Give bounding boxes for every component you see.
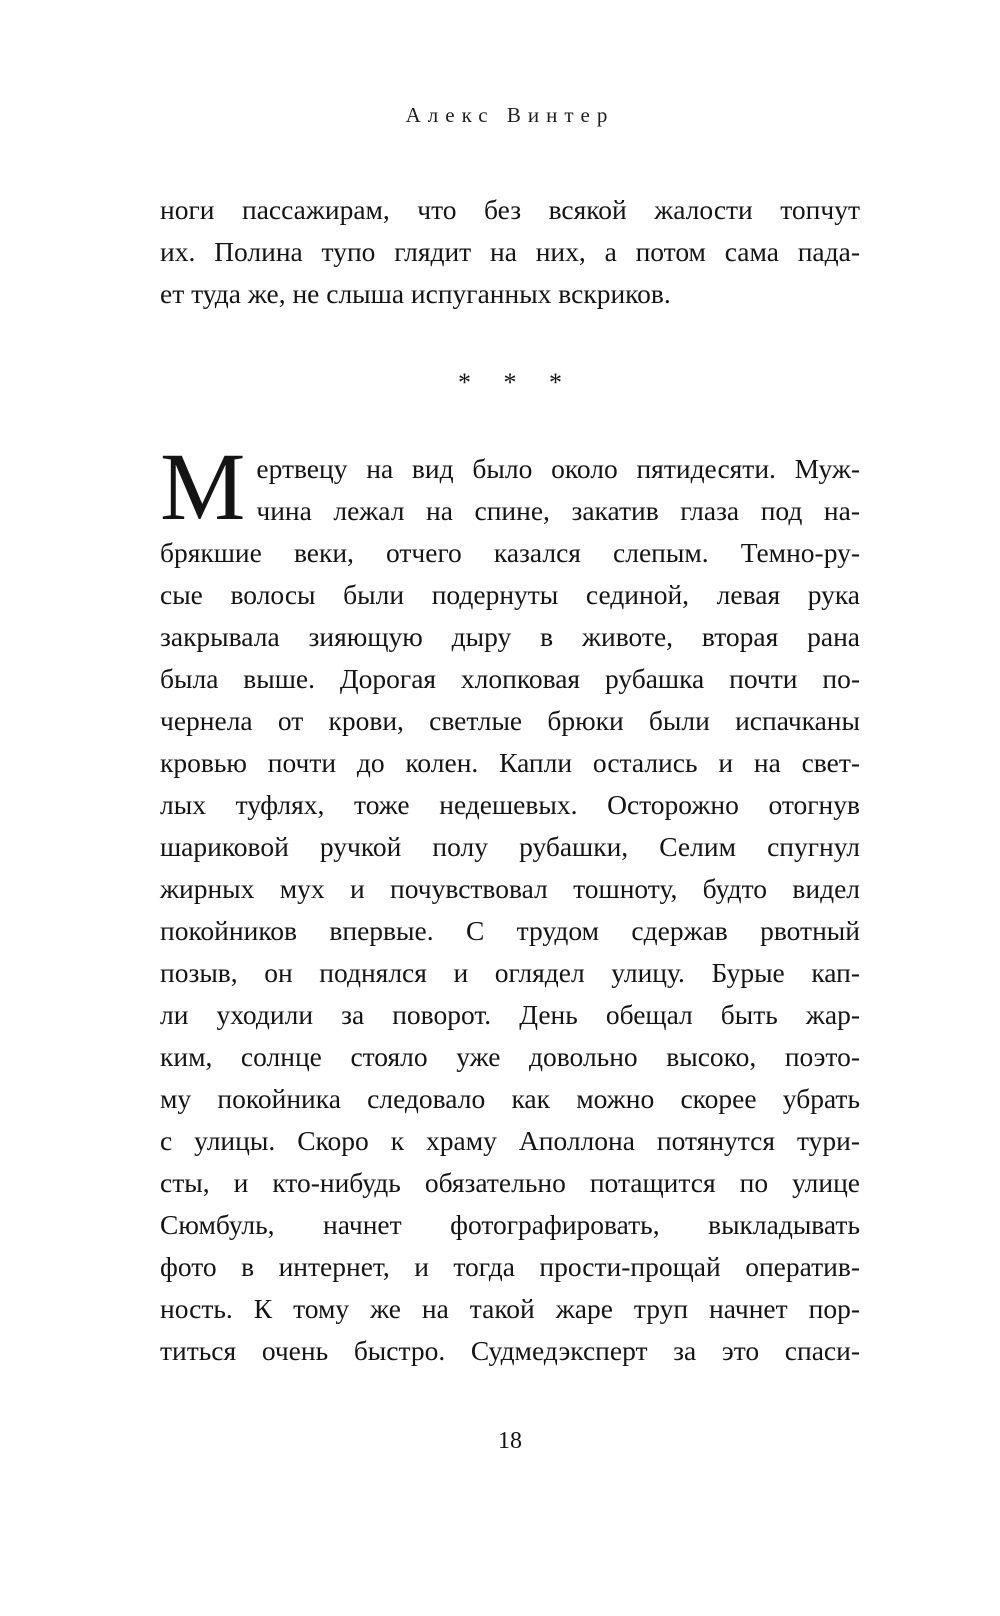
text-line: покойников впервые. С трудом сдержав рвотный (160, 915, 860, 946)
text-line: чернела от крови, светлые брюки были испачканы (160, 705, 860, 736)
text-line: закрывала зияющую дыру в животе, вторая рана (160, 621, 860, 652)
text-line: кровью почти до колен. Капли остались и на свет- (160, 747, 860, 778)
text-line: ли уходили за поворот. День обещал быть жар- (160, 999, 860, 1030)
text-line: ет туда же, не слыша испуганных вскриков. (160, 278, 671, 309)
running-head-author: Алекс Винтер (405, 103, 615, 127)
text-line: ноги пассажирам, что без всякой жалости топчут (160, 194, 860, 225)
drop-cap: М (160, 433, 246, 540)
text-line: позыв, он поднялся и оглядел улицу. Бурые кап- (160, 957, 860, 988)
text-line: ность. К тому же на такой жаре труп начнет пор- (160, 1293, 860, 1324)
text-line: чина лежал на спине, закатив глаза под на- (256, 495, 860, 526)
text-line: жирных мух и почувствовал тошноту, будто видел (160, 873, 860, 904)
text-line: лых туфлях, тоже недешевых. Осторожно отогнув (160, 789, 860, 820)
text-line: ким, солнце стояло уже довольно высоко, поэто- (160, 1041, 860, 1072)
text-line: Сюмбуль, начнет фотографировать, выкладывать (160, 1209, 860, 1240)
text-line: фото в интернет, и тогда прости-прощай оператив- (160, 1251, 860, 1282)
text-line: му покойника следовало как можно скорее убрать (160, 1083, 860, 1114)
text-line: брякшие веки, отчего казался слепым. Темно-ру- (160, 537, 860, 568)
text-line: ертвецу на вид было около пятидесяти. Муж- (256, 453, 860, 484)
text-line: шариковой ручкой полу рубашки, Селим спугнул (160, 831, 860, 862)
paragraph-continuation (160, 189, 860, 315)
text-line: сые волосы были подернуты сединой, левая рука (160, 579, 860, 610)
text-line: их. Полина тупо глядит на них, а потом сама пада- (160, 236, 860, 267)
text-line: с улицы. Скоро к храму Аполлона потянутся тури- (160, 1125, 860, 1156)
section-separator-stars: * * * (458, 368, 562, 397)
paragraph-main (160, 433, 860, 1372)
text-line: титься очень быстро. Судмедэксперт за это спаси- (160, 1335, 860, 1366)
text-line: сты, и кто-нибудь обязательно потащится по улице (160, 1167, 860, 1198)
text-line: была выше. Дорогая хлопковая рубашка почти по- (160, 663, 860, 694)
page-number: 18 (498, 1428, 522, 1454)
